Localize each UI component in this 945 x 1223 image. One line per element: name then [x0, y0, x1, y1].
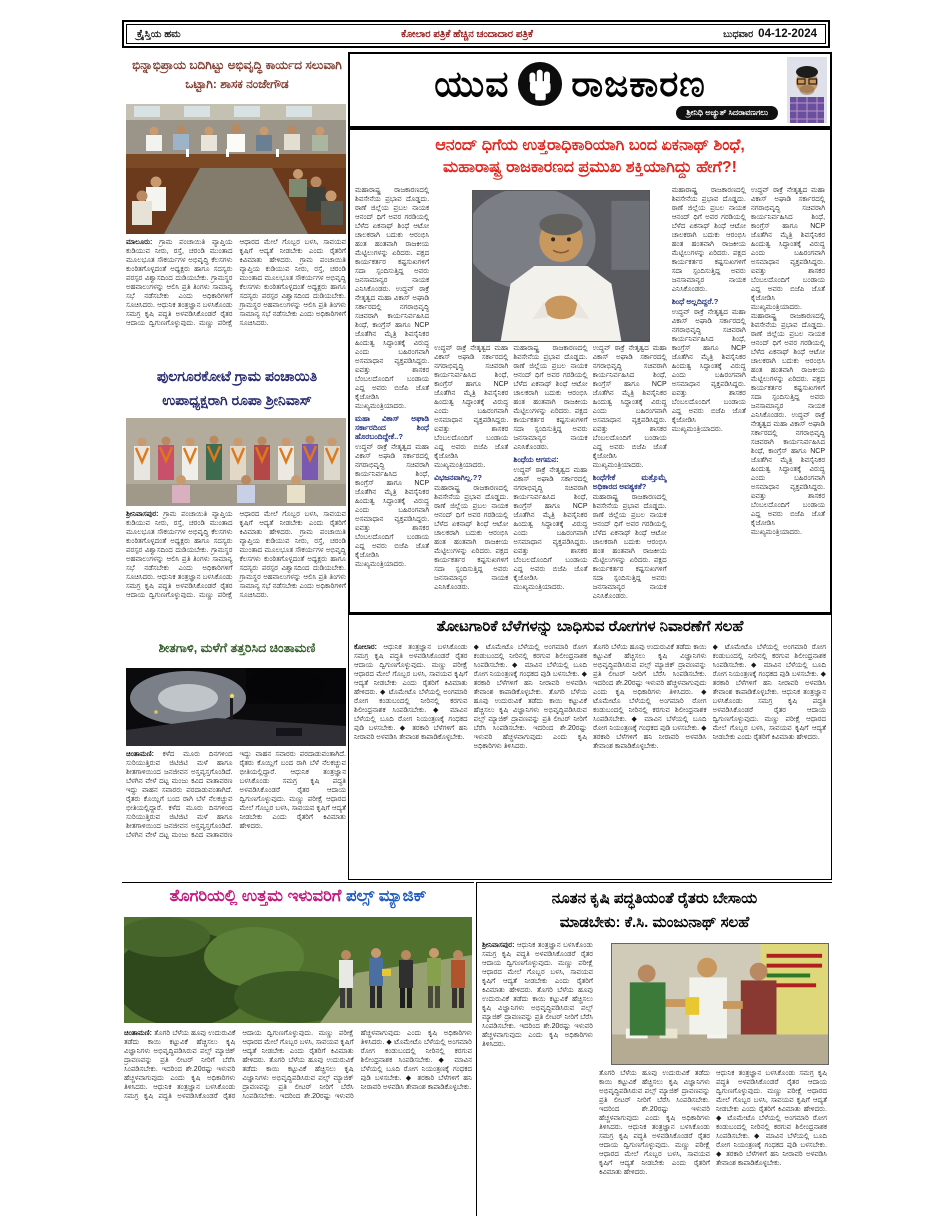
main-subhead-arrival: ಶಿಂಧೆಯ ಆಗಮನ: — [513, 455, 559, 464]
main-subhead-if-not-shinde: ಶಿಂಧೆ ಅಲ್ಲದಿದ್ದರೆ.? — [671, 297, 719, 306]
farming-col-1: ಶ್ರೀನಿವಾಸಪುರ: ಆಧುನಿಕ ತಂತ್ರಜ್ಞಾನ ಬಳಸಿಕೊಂಡು ಸಮಗ್ರ ಕೃಷಿ ಪದ್ಧತಿ ಅಳವಡಿಸಿಕೊಂಡರೆ ರೈತರ ಆದಾಯ ದ್ವಿಗುಣಗೊಳ್ಳುವುದು. ಮಣ್ಣು ಪರೀಕ್ಷೆ ಆಧಾರದ ಮೇಲೆ ಗೊಬ್ಬರ ಬಳಸಿ, ಸಾವಯವ ಕೃಷಿಗೆ ಆದ್ಯತೆ ನೀಡಬೇಕು ಎಂದು ರೈತರಿಗೆ ಕಿವಿಮಾತು ಹೇಳಿದರು. ತೊಗರಿ ಬೆಳೆಯ ಹೂವು ಉದುರುವಿಕೆ ತಡೆದು ಕಾಯಿ ಕಟ್ಟುವಿಕೆ ಹೆಚ್ಚಿಸಲು ಕೃಷಿ ವಿಜ್ಞಾನಿಗಳು ಅಭಿವೃದ್ಧಿಪಡಿಸಿರುವ ಪಲ್ಸ್ ಮ್ಯಾಜಿಕ್ ದ್ರಾವಣವನ್ನು ಪ್ರತಿ ಲೀಟರ್ ನೀರಿಗೆ ಬೆರೆಸಿ ಸಿಂಪಡಿಸಬೇಕು. ಇದರಿಂದ ಶೇ.20ರಷ್ಟು ಇಳುವರಿ ಹೆಚ್ಚಳವಾಗುವುದು ಎಂದು ಕೃಷಿ ಅಧಿಕಾರಿಗಳು ತಿಳಿಸಿದರು. — [482, 942, 593, 1048]
advice-col-4: ◆ ಟೊಮೇಟೊ ಬೆಳೆಯಲ್ಲಿ ಅಂಗಮಾರಿ ರೋಗ ಕಂಡುಬಂದಲ್ಲಿ ನೀರಿನಲ್ಲಿ ಕರಗುವ ಶಿಲೀಂಧ್ರನಾಶಕ ಸಿಂಪಡಿಸಬೇಕು. ◆ ಮಾವಿನ ಬೆಳೆಯಲ್ಲಿ ಬೂದಿ ರೋಗ ನಿಯಂತ್ರಣಕ್ಕೆ ಗಂಧಕದ ಪುಡಿ ಬಳಸಬೇಕು. ◆ ತರಕಾರಿ ಬೆಳೆಗಳಿಗೆ ಹನಿ ನೀರಾವರಿ ಅಳವಡಿಸಿ ತೇವಾಂಶ ಕಾಪಾಡಿಕೊಳ್ಳಬೇಕು. ಆಧುನಿಕ ತಂತ್ರಜ್ಞಾನ ಬಳಸಿಕೊಂಡು ಸಮಗ್ರ ಕೃಷಿ ಪದ್ಧತಿ ಅಳವಡಿಸಿಕೊಂಡರೆ ರೈತರ ಆದಾಯ ದ್ವಿಗುಣಗೊಳ್ಳುವುದು. ಮಣ್ಣು ಪರೀಕ್ಷೆ ಆಧಾರದ ಮೇಲೆ ಗೊಬ್ಬರ ಬಳಸಿ, ಸಾವಯವ ಕೃಷಿಗೆ ಆದ್ಯತೆ ನೀಡಬೇಕು ಎಂದು ರೈತರಿಗೆ ಕಿವಿಮಾತು ಹೇಳಿದರು. — [712, 644, 826, 741]
advice-columns — [354, 643, 826, 875]
main-col-5: ಮಹಾರಾಷ್ಟ್ರ ರಾಜಕಾರಣದಲ್ಲಿ ಶಿವಸೇನೆಯ ಪ್ರಭಾವ ದೊಡ್ಡದು. ಠಾಣೆ ಜಿಲ್ಲೆಯ ಪ್ರಬಲ ನಾಯಕ ಆನಂದ್ ಧಿಗೆ ಅವರ ಗರಡಿಯಲ್ಲಿ ಬೆಳೆದ ಏಕನಾಥ್ ಶಿಂಧೆ ಆಟೋ ಚಾಲಕರಾಗಿ ಬದುಕು ಆರಂಭಿಸಿ ಹಂತ ಹಂತವಾಗಿ ರಾಜಕೀಯ ಮೆಟ್ಟಿಲುಗಳನ್ನು ಏರಿದರು. ಪಕ್ಷದ ಕಾರ್ಯಕರ್ತರ ಕಷ್ಟಸುಖಗಳಿಗೆ ಸದಾ ಸ್ಪಂದಿಸುತ್ತಿದ್ದ ಅವರು ಜನಸಾಮಾನ್ಯರ ನಾಯಕ ಎನಿಸಿಕೊಂಡರು. ಶಿಂಧೆ ಅಲ್ಲದಿದ್ದರೆ.? ಉದ್ಧವ್ ಠಾಕ್ರೆ ನೇತೃತ್ವದ ಮಹಾ ವಿಕಾಸ್ ಅಘಾಡಿ ಸರ್ಕಾರದಲ್ಲಿ ನಗರಾಭಿವೃದ್ಧಿ ಸಚಿವರಾಗಿ ಕಾರ್ಯನಿರ್ವಹಿಸಿದ ಶಿಂಧೆ, ಕಾಂಗ್ರೆಸ್ ಹಾಗೂ NCP ಜೊತೆಗಿನ ಮೈತ್ರಿ ಶಿವಸೈನಿಕರ ಹಿಂದುತ್ವ ಸಿದ್ಧಾಂತಕ್ಕೆ ವಿರುದ್ಧ ಎಂದು ಬಹಿರಂಗವಾಗಿ ಅಸಮಾಧಾನ ವ್ಯಕ್ತಪಡಿಸಿದ್ದರು. ಐವತ್ತು ಶಾಸಕರ ಬೆಂಬಲದೊಂದಿಗೆ ಬಂಡಾಯ ಎದ್ದ ಅವರು ಬಿಜೆಪಿ ಜೊತೆ ಕೈಜೋಡಿಸಿ ಮುಖ್ಯಮಂತ್ರಿಯಾದರು. — [671, 187, 746, 433]
advice-headline: ತೋಟಗಾರಿಕೆ ಬೆಳೆಗಳನ್ನು ಬಾಧಿಸುವ ರೋಗಗಳ ನಿವಾರಣೆಗೆ ಸಲಹೆ — [436, 618, 744, 635]
advice-col-3: ತೊಗರಿ ಬೆಳೆಯ ಹೂವು ಉದುರುವಿಕೆ ತಡೆದು ಕಾಯಿ ಕಟ್ಟುವಿಕೆ ಹೆಚ್ಚಿಸಲು ಕೃಷಿ ವಿಜ್ಞಾನಿಗಳು ಅಭಿವೃದ್ಧಿಪಡಿಸಿರುವ ಪಲ್ಸ್ ಮ್ಯಾಜಿಕ್ ದ್ರಾವಣವನ್ನು ಪ್ರತಿ ಲೀಟರ್ ನೀರಿಗೆ ಬೆರೆಸಿ ಸಿಂಪಡಿಸಬೇಕು. ಇದರಿಂದ ಶೇ.20ರಷ್ಟು ಇಳುವರಿ ಹೆಚ್ಚಳವಾಗುವುದು ಎಂದು ಕೃಷಿ ಅಧಿಕಾರಿಗಳು ತಿಳಿಸಿದರು. ◆ ಟೊಮೇಟೊ ಬೆಳೆಯಲ್ಲಿ ಅಂಗಮಾರಿ ರೋಗ ಕಂಡುಬಂದಲ್ಲಿ ನೀರಿನಲ್ಲಿ ಕರಗುವ ಶಿಲೀಂಧ್ರನಾಶಕ ಸಿಂಪಡಿಸಬೇಕು. ◆ ಮಾವಿನ ಬೆಳೆಯಲ್ಲಿ ಬೂದಿ ರೋಗ ನಿಯಂತ್ರಣಕ್ಕೆ ಗಂಧಕದ ಪುಡಿ ಬಳಸಬೇಕು. ◆ ತರಕಾರಿ ಬೆಳೆಗಳಿಗೆ ಹನಿ ನೀರಾವರಿ ಅಳವಡಿಸಿ ತೇವಾಂಶ ಕಾಪಾಡಿಕೊಳ್ಳಬೇಕು. — [593, 644, 707, 750]
article3-body: ಚಿಂತಾಮಣಿ: ಕಳೆದ ಮೂರು ದಿನಗಳಿಂದ ಸುರಿಯುತ್ತಿರುವ ಜಿಟಿಜಿಟಿ ಮಳೆ ಹಾಗೂ ಶೀತಗಾಳಿಯಿಂದ ಜನಜೀವನ ಅಸ್ತವ್ಯಸ್ತಗೊಂಡಿದೆ. ಬೆಳಗಿನ ವೇಳೆ ದಟ್ಟ ಮಂಜು ಕವಿದ ವಾತಾವರಣ ಇದ್ದು ವಾಹನ ಸವಾರರು ಪರದಾಡುವಂತಾಗಿದೆ. ರೈತರು ಕೊಯ್ಲಿಗೆ ಬಂದ ರಾಗಿ ಬೆಳೆ ನೆಲಕಚ್ಚುವ ಭೀತಿಯಲ್ಲಿದ್ದಾರೆ. ಕಳೆದ ಮೂರು ದಿನಗಳಿಂದ ಸುರಿಯುತ್ತಿರುವ ಜಿಟಿಜಿಟಿ ಮಳೆ ಹಾಗೂ ಶೀತಗಾಳಿಯಿಂದ ಜನಜೀವನ ಅಸ್ತವ್ಯಸ್ತಗೊಂಡಿದೆ. ಬೆಳಗಿನ ವೇಳೆ ದಟ್ಟ ಮಂಜು ಕವಿದ ವಾತಾವರಣ ಇದ್ದು ವಾಹನ ಸವಾರರು ಪರದಾಡುವಂತಾಗಿದೆ. ರೈತರು ಕೊಯ್ಲಿಗೆ ಬಂದ ರಾಗಿ ಬೆಳೆ ನೆಲಕಚ್ಚುವ ಭೀತಿಯಲ್ಲಿದ್ದಾರೆ. ಆಧುನಿಕ ತಂತ್ರಜ್ಞಾನ ಬಳಸಿಕೊಂಡು ಸಮಗ್ರ ಕೃಷಿ ಪದ್ಧತಿ ಅಳವಡಿಸಿಕೊಂಡರೆ ರೈತರ ಆದಾಯ ದ್ವಿಗುಣಗೊಳ್ಳುವುದು. ಮಣ್ಣು ಪರೀಕ್ಷೆ ಆಧಾರದ ಮೇಲೆ ಗೊಬ್ಬರ ಬಳಸಿ, ಸಾವಯವ ಕೃಷಿಗೆ ಆದ್ಯತೆ ನೀಡಬೇಕು ಎಂದು ರೈತರಿಗೆ ಕಿವಿಮಾತು ಹೇಳಿದರು. — [126, 751, 346, 839]
date-block — [597, 28, 825, 40]
pigeon-pea-field-photo — [124, 917, 472, 1023]
edition-label: ಕ್ರೈಸ್ತಿಯ ಹಮ — [137, 28, 181, 40]
newspaper-page — [120, 16, 834, 1218]
main-article — [348, 128, 832, 614]
date-value: 04-12-2024 — [758, 28, 817, 40]
pulse-magic-article — [122, 882, 474, 1216]
pulse-headline-accent: ಪಲ್ಸ್ ಮ್ಯಾಜಿಕ್ — [345, 887, 427, 905]
columnist-photo — [787, 57, 827, 123]
masthead-title-right: ರಾಜಕಾರಣ — [571, 62, 706, 104]
article1-body: ಮಾಲೂರು: ಗ್ರಾಮ ಪಂಚಾಯಿತಿ ವ್ಯಾಪ್ತಿಯ ಕುಡಿಯುವ ನೀರು, ರಸ್ತೆ, ಚರಂಡಿ ಮುಂತಾದ ಮೂಲಭೂತ ಸೌಕರ್ಯಗಳ ಅಭಿವೃದ್ಧಿ ಕೆಲಸಗಳು ಕುಂಠಿತಗೊಳ್ಳದಂತೆ ಅಧ್ಯಕ್ಷರು ಹಾಗೂ ಸದಸ್ಯರು ಪರಸ್ಪರ ವಿಶ್ವಾಸದಿಂದ ದುಡಿಯಬೇಕು. ಗ್ರಾಮಸ್ಥರ ಅಹವಾಲುಗಳನ್ನು ಆಲಿಸಿ ಪ್ರತಿ ತಿಂಗಳು ಸಾಮಾನ್ಯ ಸಭೆ ನಡೆಸಬೇಕು ಎಂದು ಅಧಿಕಾರಿಗಳಿಗೆ ಸೂಚಿಸಿದರು. ಆಧುನಿಕ ತಂತ್ರಜ್ಞಾನ ಬಳಸಿಕೊಂಡು ಸಮಗ್ರ ಕೃಷಿ ಪದ್ಧತಿ ಅಳವಡಿಸಿಕೊಂಡರೆ ರೈತರ ಆದಾಯ ದ್ವಿಗುಣಗೊಳ್ಳುವುದು. ಮಣ್ಣು ಪರೀಕ್ಷೆ ಆಧಾರದ ಮೇಲೆ ಗೊಬ್ಬರ ಬಳಸಿ, ಸಾವಯವ ಕೃಷಿಗೆ ಆದ್ಯತೆ ನೀಡಬೇಕು ಎಂದು ರೈತರಿಗೆ ಕಿವಿಮಾತು ಹೇಳಿದರು. ಗ್ರಾಮ ಪಂಚಾಯಿತಿ ವ್ಯಾಪ್ತಿಯ ಕುಡಿಯುವ ನೀರು, ರಸ್ತೆ, ಚರಂಡಿ ಮುಂತಾದ ಮೂಲಭೂತ ಸೌಕರ್ಯಗಳ ಅಭಿವೃದ್ಧಿ ಕೆಲಸಗಳು ಕುಂಠಿತಗೊಳ್ಳದಂತೆ ಅಧ್ಯಕ್ಷರು ಹಾಗೂ ಸದಸ್ಯರು ಪರಸ್ಪರ ವಿಶ್ವಾಸದಿಂದ ದುಡಿಯಬೇಕು. ಗ್ರಾಮಸ್ಥರ ಅಹವಾಲುಗಳನ್ನು ಆಲಿಸಿ ಪ್ರತಿ ತಿಂಗಳು ಸಾಮಾನ್ಯ ಸಭೆ ನಡೆಸಬೇಕು ಎಂದು ಅಧಿಕಾರಿಗಳಿಗೆ ಸೂಚಿಸಿದರು. — [126, 239, 346, 327]
advice-col-2: ◆ ಟೊಮೇಟೊ ಬೆಳೆಯಲ್ಲಿ ಅಂಗಮಾರಿ ರೋಗ ಕಂಡುಬಂದಲ್ಲಿ ನೀರಿನಲ್ಲಿ ಕರಗುವ ಶಿಲೀಂಧ್ರನಾಶಕ ಸಿಂಪಡಿಸಬೇಕು. ◆ ಮಾವಿನ ಬೆಳೆಯಲ್ಲಿ ಬೂದಿ ರೋಗ ನಿಯಂತ್ರಣಕ್ಕೆ ಗಂಧಕದ ಪುಡಿ ಬಳಸಬೇಕು. ◆ ತರಕಾರಿ ಬೆಳೆಗಳಿಗೆ ಹನಿ ನೀರಾವರಿ ಅಳವಡಿಸಿ ತೇವಾಂಶ ಕಾಪಾಡಿಕೊಳ್ಳಬೇಕು. ತೊಗರಿ ಬೆಳೆಯ ಹೂವು ಉದುರುವಿಕೆ ತಡೆದು ಕಾಯಿ ಕಟ್ಟುವಿಕೆ ಹೆಚ್ಚಿಸಲು ಕೃಷಿ ವಿಜ್ಞಾನಿಗಳು ಅಭಿವೃದ್ಧಿಪಡಿಸಿರುವ ಪಲ್ಸ್ ಮ್ಯಾಜಿಕ್ ದ್ರಾವಣವನ್ನು ಪ್ರತಿ ಲೀಟರ್ ನೀರಿಗೆ ಬೆರೆಸಿ ಸಿಂಪಡಿಸಬೇಕು. ಇದರಿಂದ ಶೇ.20ರಷ್ಟು ಇಳುವರಿ ಹೆಚ್ಚಳವಾಗುವುದು ಎಂದು ಕೃಷಿ ಅಧಿಕಾರಿಗಳು ತಿಳಿಸಿದರು. — [473, 644, 587, 750]
advice-article — [348, 614, 832, 880]
masthead-title-left: ಯುವ — [434, 62, 510, 104]
article1-headline: ಭಿನ್ನಾಭಿಪ್ರಾಯ ಬದಿಗಿಟ್ಟು ಅಭಿವೃದ್ಧಿ ಕಾರ್ಯದ ಸಲುವಾಗಿ ಒಟ್ಟಾಗಿ: ಶಾಸಕ ನಂಜೇಗೌಡ — [132, 58, 342, 91]
farming-dateline: ಶ್ರೀನಿವಾಸಪುರ: — [482, 942, 515, 949]
main-col-3: ಮಹಾರಾಷ್ಟ್ರ ರಾಜಕಾರಣದಲ್ಲಿ ಶಿವಸೇನೆಯ ಪ್ರಭಾವ ದೊಡ್ಡದು. ಠಾಣೆ ಜಿಲ್ಲೆಯ ಪ್ರಬಲ ನಾಯಕ ಆನಂದ್ ಧಿಗೆ ಅವರ ಗರಡಿಯಲ್ಲಿ ಬೆಳೆದ ಏಕನಾಥ್ ಶಿಂಧೆ ಆಟೋ ಚಾಲಕರಾಗಿ ಬದುಕು ಆರಂಭಿಸಿ ಹಂತ ಹಂತವಾಗಿ ರಾಜಕೀಯ ಮೆಟ್ಟಿಲುಗಳನ್ನು ಏರಿದರು. ಪಕ್ಷದ ಕಾರ್ಯಕರ್ತರ ಕಷ್ಟಸುಖಗಳಿಗೆ ಸದಾ ಸ್ಪಂದಿಸುತ್ತಿದ್ದ ಅವರು ಜನಸಾಮಾನ್ಯರ ನಾಯಕ ಎನಿಸಿಕೊಂಡರು. ಶಿಂಧೆಯ ಆಗಮನ: ಉದ್ಧವ್ ಠಾಕ್ರೆ ನೇತೃತ್ವದ ಮಹಾ ವಿಕಾಸ್ ಅಘಾಡಿ ಸರ್ಕಾರದಲ್ಲಿ ನಗರಾಭಿವೃದ್ಧಿ ಸಚಿವರಾಗಿ ಕಾರ್ಯನಿರ್ವಹಿಸಿದ ಶಿಂಧೆ, ಕಾಂಗ್ರೆಸ್ ಹಾಗೂ NCP ಜೊತೆಗಿನ ಮೈತ್ರಿ ಶಿವಸೈನಿಕರ ಹಿಂದುತ್ವ ಸಿದ್ಧಾಂತಕ್ಕೆ ವಿರುದ್ಧ ಎಂದು ಬಹಿರಂಗವಾಗಿ ಅಸಮಾಧಾನ ವ್ಯಕ್ತಪಡಿಸಿದ್ದರು. ಐವತ್ತು ಶಾಸಕರ ಬೆಂಬಲದೊಂದಿಗೆ ಬಂಡಾಯ ಎದ್ದ ಅವರು ಬಿಜೆಪಿ ಜೊತೆ ಕೈಜೋಡಿಸಿ ಮುಖ್ಯಮಂತ್ರಿಯಾದರು. — [513, 345, 588, 591]
farming-headline-line1: ನೂತನ ಕೃಷಿ ಪದ್ಧತಿಯಂತೆ ರೈತರು ಬೇಸಾಯ — [551, 890, 758, 907]
farming-headline-line2: ಮಾಡಬೇಕು: ಕೆ.ಸಿ. ಮಂಜುನಾಥ್ ಸಲಹೆ — [559, 914, 750, 931]
meeting-photo — [126, 104, 346, 234]
advice-dateline: ಕೋಲಾರ: — [354, 644, 377, 651]
main-headline-line1: ಆನಂದ್ ಧಿಗೆಯ ಉತ್ತರಾಧಿಕಾರಿಯಾಗಿ ಬಂದ ಏಕನಾಥ್ ಶಿಂಧೆ, — [435, 137, 745, 154]
article1-dateline: ಮಾಲೂರು: — [126, 239, 153, 246]
pulse-headline-main: ತೊಗರಿಯಲ್ಲಿ ಉತ್ತಮ ಇಳುವರಿಗೆ — [169, 887, 346, 905]
main-col-4: ಉದ್ಧವ್ ಠಾಕ್ರೆ ನೇತೃತ್ವದ ಮಹಾ ವಿಕಾಸ್ ಅಘಾಡಿ ಸರ್ಕಾರದಲ್ಲಿ ನಗರಾಭಿವೃದ್ಧಿ ಸಚಿವರಾಗಿ ಕಾರ್ಯನಿರ್ವಹಿಸಿದ ಶಿಂಧೆ, ಕಾಂಗ್ರೆಸ್ ಹಾಗೂ NCP ಜೊತೆಗಿನ ಮೈತ್ರಿ ಶಿವಸೈನಿಕರ ಹಿಂದುತ್ವ ಸಿದ್ಧಾಂತಕ್ಕೆ ವಿರುದ್ಧ ಎಂದು ಬಹಿರಂಗವಾಗಿ ಅಸಮಾಧಾನ ವ್ಯಕ್ತಪಡಿಸಿದ್ದರು. ಐವತ್ತು ಶಾಸಕರ ಬೆಂಬಲದೊಂದಿಗೆ ಬಂಡಾಯ ಎದ್ದ ಅವರು ಬಿಜೆಪಿ ಜೊತೆ ಕೈಜೋಡಿಸಿ ಮುಖ್ಯಮಂತ್ರಿಯಾದರು. ಶಿಂಧೆಗೇಕೆ ಮತ್ತೊಮ್ಮೆ ಅಧಿಕಾರದ ಅವಶ್ಯಕತೆ? ಮಹಾರಾಷ್ಟ್ರ ರಾಜಕಾರಣದಲ್ಲಿ ಶಿವಸೇನೆಯ ಪ್ರಭಾವ ದೊಡ್ಡದು. ಠಾಣೆ ಜಿಲ್ಲೆಯ ಪ್ರಬಲ ನಾಯಕ ಆನಂದ್ ಧಿಗೆ ಅವರ ಗರಡಿಯಲ್ಲಿ ಬೆಳೆದ ಏಕನಾಥ್ ಶಿಂಧೆ ಆಟೋ ಚಾಲಕರಾಗಿ ಬದುಕು ಆರಂಭಿಸಿ ಹಂತ ಹಂತವಾಗಿ ರಾಜಕೀಯ ಮೆಟ್ಟಿಲುಗಳನ್ನು ಏರಿದರು. ಪಕ್ಷದ ಕಾರ್ಯಕರ್ತರ ಕಷ್ಟಸುಖಗಳಿಗೆ ಸದಾ ಸ್ಪಂದಿಸುತ್ತಿದ್ದ ಅವರು ಜನಸಾಮಾನ್ಯರ ನಾಯಕ ಎನಿಸಿಕೊಂಡರು. — [592, 345, 667, 600]
farming-headline — [479, 887, 830, 935]
top-strip-inner — [126, 24, 826, 44]
main-col-2: ಉದ್ಧವ್ ಠಾಕ್ರೆ ನೇತೃತ್ವದ ಮಹಾ ವಿಕಾಸ್ ಅಘಾಡಿ ಸರ್ಕಾರದಲ್ಲಿ ನಗರಾಭಿವೃದ್ಧಿ ಸಚಿವರಾಗಿ ಕಾರ್ಯನಿರ್ವಹಿಸಿದ ಶಿಂಧೆ, ಕಾಂಗ್ರೆಸ್ ಹಾಗೂ NCP ಜೊತೆಗಿನ ಮೈತ್ರಿ ಶಿವಸೈನಿಕರ ಹಿಂದುತ್ವ ಸಿದ್ಧಾಂತಕ್ಕೆ ವಿರುದ್ಧ ಎಂದು ಬಹಿರಂಗವಾಗಿ ಅಸಮಾಧಾನ ವ್ಯಕ್ತಪಡಿಸಿದ್ದರು. ಐವತ್ತು ಶಾಸಕರ ಬೆಂಬಲದೊಂದಿಗೆ ಬಂಡಾಯ ಎದ್ದ ಅವರು ಬಿಜೆಪಿ ಜೊತೆ ಕೈಜೋಡಿಸಿ ಮುಖ್ಯಮಂತ್ರಿಯಾದರು. ವಿಭಜನವಾಗಿಲ್ಲ.?? ಮಹಾರಾಷ್ಟ್ರ ರಾಜಕಾರಣದಲ್ಲಿ ಶಿವಸೇನೆಯ ಪ್ರಭಾವ ದೊಡ್ಡದು. ಠಾಣೆ ಜಿಲ್ಲೆಯ ಪ್ರಬಲ ನಾಯಕ ಆನಂದ್ ಧಿಗೆ ಅವರ ಗರಡಿಯಲ್ಲಿ ಬೆಳೆದ ಏಕನಾಥ್ ಶಿಂಧೆ ಆಟೋ ಚಾಲಕರಾಗಿ ಬದುಕು ಆರಂಭಿಸಿ ಹಂತ ಹಂತವಾಗಿ ರಾಜಕೀಯ ಮೆಟ್ಟಿಲುಗಳನ್ನು ಏರಿದರು. ಪಕ್ಷದ ಕಾರ್ಯಕರ್ತರ ಕಷ್ಟಸುಖಗಳಿಗೆ ಸದಾ ಸ್ಪಂದಿಸುತ್ತಿದ್ದ ಅವರು ಜನಸಾಮಾನ್ಯರ ನಾಯಕ ಎನಿಸಿಕೊಂಡರು. — [434, 345, 509, 591]
masthead-title — [358, 58, 782, 110]
article2-dateline: ಶ್ರೀನಿವಾಸಪುರ: — [126, 511, 159, 518]
garland-group-photo — [126, 418, 346, 506]
main-headline — [354, 135, 826, 179]
pulse-dateline: ಚಿಂತಾಮಣಿ: — [124, 1030, 152, 1037]
main-subhead-aghadi: ಮಹಾ ವಿಕಾಸ್ ಅಘಾಡಿ ಸರ್ಕಾರದಿಂದ ಶಿಂಧೆ ಹೊರಬಂದಿದ್ದೇಕೆ..? — [355, 414, 430, 441]
article3-headline: ಶೀತಗಾಳಿ, ಮಳೆಗೆ ತತ್ತರಿಸಿದ ಚಿಂತಾಮಣಿ — [158, 641, 316, 655]
article3-dateline: ಚಿಂತಾಮಣಿ: — [126, 751, 154, 758]
day-label: ಬುಧವಾರ — [723, 29, 754, 40]
farming-col-2: ತೊಗರಿ ಬೆಳೆಯ ಹೂವು ಉದುರುವಿಕೆ ತಡೆದು ಕಾಯಿ ಕಟ್ಟುವಿಕೆ ಹೆಚ್ಚಿಸಲು ಕೃಷಿ ವಿಜ್ಞಾನಿಗಳು ಅಭಿವೃದ್ಧಿಪಡಿಸಿರುವ ಪಲ್ಸ್ ಮ್ಯಾಜಿಕ್ ದ್ರಾವಣವನ್ನು ಪ್ರತಿ ಲೀಟರ್ ನೀರಿಗೆ ಬೆರೆಸಿ ಸಿಂಪಡಿಸಬೇಕು. ಇದರಿಂದ ಶೇ.20ರಷ್ಟು ಇಳುವರಿ ಹೆಚ್ಚಳವಾಗುವುದು ಎಂದು ಕೃಷಿ ಅಧಿಕಾರಿಗಳು ತಿಳಿಸಿದರು. ಆಧುನಿಕ ತಂತ್ರಜ್ಞಾನ ಬಳಸಿಕೊಂಡು ಸಮಗ್ರ ಕೃಷಿ ಪದ್ಧತಿ ಅಳವಡಿಸಿಕೊಂಡರೆ ರೈತರ ಆದಾಯ ದ್ವಿಗುಣಗೊಳ್ಳುವುದು. ಮಣ್ಣು ಪರೀಕ್ಷೆ ಆಧಾರದ ಮೇಲೆ ಗೊಬ್ಬರ ಬಳಸಿ, ಸಾವಯವ ಕೃಷಿಗೆ ಆದ್ಯತೆ ನೀಡಬೇಕು ಎಂದು ರೈತರಿಗೆ ಕಿವಿಮಾತು ಹೇಳಿದರು. — [599, 1070, 710, 1176]
main-headline-line2: ಮಹಾರಾಷ್ಟ್ರ ರಾಜಕಾರಣದ ಪ್ರಮುಖ ಶಕ್ತಿಯಾಗಿದ್ದು ಹೇಗೆ?! — [443, 159, 737, 176]
pulse-body: ಚಿಂತಾಮಣಿ: ತೊಗರಿ ಬೆಳೆಯ ಹೂವು ಉದುರುವಿಕೆ ತಡೆದು ಕಾಯಿ ಕಟ್ಟುವಿಕೆ ಹೆಚ್ಚಿಸಲು ಕೃಷಿ ವಿಜ್ಞಾನಿಗಳು ಅಭಿವೃದ್ಧಿಪಡಿಸಿರುವ ಪಲ್ಸ್ ಮ್ಯಾಜಿಕ್ ದ್ರಾವಣವನ್ನು ಪ್ರತಿ ಲೀಟರ್ ನೀರಿಗೆ ಬೆರೆಸಿ ಸಿಂಪಡಿಸಬೇಕು. ಇದರಿಂದ ಶೇ.20ರಷ್ಟು ಇಳುವರಿ ಹೆಚ್ಚಳವಾಗುವುದು ಎಂದು ಕೃಷಿ ಅಧಿಕಾರಿಗಳು ತಿಳಿಸಿದರು. ಆಧುನಿಕ ತಂತ್ರಜ್ಞಾನ ಬಳಸಿಕೊಂಡು ಸಮಗ್ರ ಕೃಷಿ ಪದ್ಧತಿ ಅಳವಡಿಸಿಕೊಂಡರೆ ರೈತರ ಆದಾಯ ದ್ವಿಗುಣಗೊಳ್ಳುವುದು. ಮಣ್ಣು ಪರೀಕ್ಷೆ ಆಧಾರದ ಮೇಲೆ ಗೊಬ್ಬರ ಬಳಸಿ, ಸಾವಯವ ಕೃಷಿಗೆ ಆದ್ಯತೆ ನೀಡಬೇಕು ಎಂದು ರೈತರಿಗೆ ಕಿವಿಮಾತು ಹೇಳಿದರು. ತೊಗರಿ ಬೆಳೆಯ ಹೂವು ಉದುರುವಿಕೆ ತಡೆದು ಕಾಯಿ ಕಟ್ಟುವಿಕೆ ಹೆಚ್ಚಿಸಲು ಕೃಷಿ ವಿಜ್ಞಾನಿಗಳು ಅಭಿವೃದ್ಧಿಪಡಿಸಿರುವ ಪಲ್ಸ್ ಮ್ಯಾಜಿಕ್ ದ್ರಾವಣವನ್ನು ಪ್ರತಿ ಲೀಟರ್ ನೀರಿಗೆ ಬೆರೆಸಿ ಸಿಂಪಡಿಸಬೇಕು. ಇದರಿಂದ ಶೇ.20ರಷ್ಟು ಇಳುವರಿ ಹೆಚ್ಚಳವಾಗುವುದು ಎಂದು ಕೃಷಿ ಅಧಿಕಾರಿಗಳು ತಿಳಿಸಿದರು. ◆ ಟೊಮೇಟೊ ಬೆಳೆಯಲ್ಲಿ ಅಂಗಮಾರಿ ರೋಗ ಕಂಡುಬಂದಲ್ಲಿ ನೀರಿನಲ್ಲಿ ಕರಗುವ ಶಿಲೀಂಧ್ರನಾಶಕ ಸಿಂಪಡಿಸಬೇಕು. ◆ ಮಾವಿನ ಬೆಳೆಯಲ್ಲಿ ಬೂದಿ ರೋಗ ನಿಯಂತ್ರಣಕ್ಕೆ ಗಂಧಕದ ಪುಡಿ ಬಳಸಬೇಕು. ◆ ತರಕಾರಿ ಬೆಳೆಗಳಿಗೆ ಹನಿ ನೀರಾವರಿ ಅಳವಡಿಸಿ ತೇವಾಂಶ ಕಾಪಾಡಿಕೊಳ್ಳಬೇಕು. — [124, 1030, 472, 1100]
farming-article — [476, 882, 832, 1216]
main-col-6: ಉದ್ಧವ್ ಠಾಕ್ರೆ ನೇತೃತ್ವದ ಮಹಾ ವಿಕಾಸ್ ಅಘಾಡಿ ಸರ್ಕಾರದಲ್ಲಿ ನಗರಾಭಿವೃದ್ಧಿ ಸಚಿವರಾಗಿ ಕಾರ್ಯನಿರ್ವಹಿಸಿದ ಶಿಂಧೆ, ಕಾಂಗ್ರೆಸ್ ಹಾಗೂ NCP ಜೊತೆಗಿನ ಮೈತ್ರಿ ಶಿವಸೈನಿಕರ ಹಿಂದುತ್ವ ಸಿದ್ಧಾಂತಕ್ಕೆ ವಿರುದ್ಧ ಎಂದು ಬಹಿರಂಗವಾಗಿ ಅಸಮಾಧಾನ ವ್ಯಕ್ತಪಡಿಸಿದ್ದರು. ಐವತ್ತು ಶಾಸಕರ ಬೆಂಬಲದೊಂದಿಗೆ ಬಂಡಾಯ ಎದ್ದ ಅವರು ಬಿಜೆಪಿ ಜೊತೆ ಕೈಜೋಡಿಸಿ ಮುಖ್ಯಮಂತ್ರಿಯಾದರು.ಮಹಾರಾಷ್ಟ್ರ ರಾಜಕಾರಣದಲ್ಲಿ ಶಿವಸೇನೆಯ ಪ್ರಭಾವ ದೊಡ್ಡದು. ಠಾಣೆ ಜಿಲ್ಲೆಯ ಪ್ರಬಲ ನಾಯಕ ಆನಂದ್ ಧಿಗೆ ಅವರ ಗರಡಿಯಲ್ಲಿ ಬೆಳೆದ ಏಕನಾಥ್ ಶಿಂಧೆ ಆಟೋ ಚಾಲಕರಾಗಿ ಬದುಕು ಆರಂಭಿಸಿ ಹಂತ ಹಂತವಾಗಿ ರಾಜಕೀಯ ಮೆಟ್ಟಿಲುಗಳನ್ನು ಏರಿದರು. ಪಕ್ಷದ ಕಾರ್ಯಕರ್ತರ ಕಷ್ಟಸುಖಗಳಿಗೆ ಸದಾ ಸ್ಪಂದಿಸುತ್ತಿದ್ದ ಅವರು ಜನಸಾಮಾನ್ಯರ ನಾಯಕ ಎನಿಸಿಕೊಂಡರು. ಉದ್ಧವ್ ಠಾಕ್ರೆ ನೇತೃತ್ವದ ಮಹಾ ವಿಕಾಸ್ ಅಘಾಡಿ ಸರ್ಕಾರದಲ್ಲಿ ನಗರಾಭಿವೃದ್ಧಿ ಸಚಿವರಾಗಿ ಕಾರ್ಯನಿರ್ವಹಿಸಿದ ಶಿಂಧೆ, ಕಾಂಗ್ರೆಸ್ ಹಾಗೂ NCP ಜೊತೆಗಿನ ಮೈತ್ರಿ ಶಿವಸೈನಿಕರ ಹಿಂದುತ್ವ ಸಿದ್ಧಾಂತಕ್ಕೆ ವಿರುದ್ಧ ಎಂದು ಬಹಿರಂಗವಾಗಿ ಅಸಮಾಧಾನ ವ್ಯಕ್ತಪಡಿಸಿದ್ದರು. ಐವತ್ತು ಶಾಸಕರ ಬೆಂಬಲದೊಂದಿಗೆ ಬಂಡಾಯ ಎದ್ದ ಅವರು ಬಿಜೆಪಿ ಜೊತೆ ಕೈಜೋಡಿಸಿ ಮುಖ್ಯಮಂತ್ರಿಯಾದರು. — [750, 187, 826, 536]
seed-distribution-photo — [611, 943, 829, 1065]
raised-fist-icon — [517, 61, 563, 107]
foggy-night-street-photo — [126, 668, 346, 746]
eknath-shinde-photo — [472, 190, 650, 342]
main-subhead-split: ವಿಭಜನವಾಗಿಲ್ಲ.?? — [434, 473, 482, 482]
top-strip — [122, 20, 830, 48]
article2-body: ಶ್ರೀನಿವಾಸಪುರ: ಗ್ರಾಮ ಪಂಚಾಯಿತಿ ವ್ಯಾಪ್ತಿಯ ಕುಡಿಯುವ ನೀರು, ರಸ್ತೆ, ಚರಂಡಿ ಮುಂತಾದ ಮೂಲಭೂತ ಸೌಕರ್ಯಗಳ ಅಭಿವೃದ್ಧಿ ಕೆಲಸಗಳು ಕುಂಠಿತಗೊಳ್ಳದಂತೆ ಅಧ್ಯಕ್ಷರು ಹಾಗೂ ಸದಸ್ಯರು ಪರಸ್ಪರ ವಿಶ್ವಾಸದಿಂದ ದುಡಿಯಬೇಕು. ಗ್ರಾಮಸ್ಥರ ಅಹವಾಲುಗಳನ್ನು ಆಲಿಸಿ ಪ್ರತಿ ತಿಂಗಳು ಸಾಮಾನ್ಯ ಸಭೆ ನಡೆಸಬೇಕು ಎಂದು ಅಧಿಕಾರಿಗಳಿಗೆ ಸೂಚಿಸಿದರು. ಆಧುನಿಕ ತಂತ್ರಜ್ಞಾನ ಬಳಸಿಕೊಂಡು ಸಮಗ್ರ ಕೃಷಿ ಪದ್ಧತಿ ಅಳವಡಿಸಿಕೊಂಡರೆ ರೈತರ ಆದಾಯ ದ್ವಿಗುಣಗೊಳ್ಳುವುದು. ಮಣ್ಣು ಪರೀಕ್ಷೆ ಆಧಾರದ ಮೇಲೆ ಗೊಬ್ಬರ ಬಳಸಿ, ಸಾವಯವ ಕೃಷಿಗೆ ಆದ್ಯತೆ ನೀಡಬೇಕು ಎಂದು ರೈತರಿಗೆ ಕಿವಿಮಾತು ಹೇಳಿದರು. ಗ್ರಾಮ ಪಂಚಾಯಿತಿ ವ್ಯಾಪ್ತಿಯ ಕುಡಿಯುವ ನೀರು, ರಸ್ತೆ, ಚರಂಡಿ ಮುಂತಾದ ಮೂಲಭೂತ ಸೌಕರ್ಯಗಳ ಅಭಿವೃದ್ಧಿ ಕೆಲಸಗಳು ಕುಂಠಿತಗೊಳ್ಳದಂತೆ ಅಧ್ಯಕ್ಷರು ಹಾಗೂ ಸದಸ್ಯರು ಪರಸ್ಪರ ವಿಶ್ವಾಸದಿಂದ ದುಡಿಯಬೇಕು. ಗ್ರಾಮಸ್ಥರ ಅಹವಾಲುಗಳನ್ನು ಆಲಿಸಿ ಪ್ರತಿ ತಿಂಗಳು ಸಾಮಾನ್ಯ ಸಭೆ ನಡೆಸಬೇಕು ಎಂದು ಅಧಿಕಾರಿಗಳಿಗೆ ಸೂಚಿಸಿದರು. — [126, 511, 346, 599]
main-col-1: ಮಹಾರಾಷ್ಟ್ರ ರಾಜಕಾರಣದಲ್ಲಿ ಶಿವಸೇನೆಯ ಪ್ರಭಾವ ದೊಡ್ಡದು. ಠಾಣೆ ಜಿಲ್ಲೆಯ ಪ್ರಬಲ ನಾಯಕ ಆನಂದ್ ಧಿಗೆ ಅವರ ಗರಡಿಯಲ್ಲಿ ಬೆಳೆದ ಏಕನಾಥ್ ಶಿಂಧೆ ಆಟೋ ಚಾಲಕರಾಗಿ ಬದುಕು ಆರಂಭಿಸಿ ಹಂತ ಹಂತವಾಗಿ ರಾಜಕೀಯ ಮೆಟ್ಟಿಲುಗಳನ್ನು ಏರಿದರು. ಪಕ್ಷದ ಕಾರ್ಯಕರ್ತರ ಕಷ್ಟಸುಖಗಳಿಗೆ ಸದಾ ಸ್ಪಂದಿಸುತ್ತಿದ್ದ ಅವರು ಜನಸಾಮಾನ್ಯರ ನಾಯಕ ಎನಿಸಿಕೊಂಡರು. ಉದ್ಧವ್ ಠಾಕ್ರೆ ನೇತೃತ್ವದ ಮಹಾ ವಿಕಾಸ್ ಅಘಾಡಿ ಸರ್ಕಾರದಲ್ಲಿ ನಗರಾಭಿವೃದ್ಧಿ ಸಚಿವರಾಗಿ ಕಾರ್ಯನಿರ್ವಹಿಸಿದ ಶಿಂಧೆ, ಕಾಂಗ್ರೆಸ್ ಹಾಗೂ NCP ಜೊತೆಗಿನ ಮೈತ್ರಿ ಶಿವಸೈನಿಕರ ಹಿಂದುತ್ವ ಸಿದ್ಧಾಂತಕ್ಕೆ ವಿರುದ್ಧ ಎಂದು ಬಹಿರಂಗವಾಗಿ ಅಸಮಾಧಾನ ವ್ಯಕ್ತಪಡಿಸಿದ್ದರು. ಐವತ್ತು ಶಾಸಕರ ಬೆಂಬಲದೊಂದಿಗೆ ಬಂಡಾಯ ಎದ್ದ ಅವರು ಬಿಜೆಪಿ ಜೊತೆ ಕೈಜೋಡಿಸಿ ಮುಖ್ಯಮಂತ್ರಿಯಾದರು. ಮಹಾ ವಿಕಾಸ್ ಅಘಾಡಿ ಸರ್ಕಾರದಿಂದ ಶಿಂಧೆ ಹೊರಬಂದಿದ್ದೇಕೆ..? ಉದ್ಧವ್ ಠಾಕ್ರೆ ನೇತೃತ್ವದ ಮಹಾ ವಿಕಾಸ್ ಅಘಾಡಿ ಸರ್ಕಾರದಲ್ಲಿ ನಗರಾಭಿವೃದ್ಧಿ ಸಚಿವರಾಗಿ ಕಾರ್ಯನಿರ್ವಹಿಸಿದ ಶಿಂಧೆ, ಕಾಂಗ್ರೆಸ್ ಹಾಗೂ NCP ಜೊತೆಗಿನ ಮೈತ್ರಿ ಶಿವಸೈನಿಕರ ಹಿಂದುತ್ವ ಸಿದ್ಧಾಂತಕ್ಕೆ ವಿರುದ್ಧ ಎಂದು ಬಹಿರಂಗವಾಗಿ ಅಸಮಾಧಾನ ವ್ಯಕ್ತಪಡಿಸಿದ್ದರು. ಐವತ್ತು ಶಾಸಕರ ಬೆಂಬಲದೊಂದಿಗೆ ಬಂಡಾಯ ಎದ್ದ ಅವರು ಬಿಜೆಪಿ ಜೊತೆ ಕೈಜೋಡಿಸಿ ಮುಖ್ಯಮಂತ್ರಿಯಾದರು. — [355, 187, 430, 568]
columnist-byline: ಶ್ರೀನಿಧಿ ಅಚ್ಯುತ್ ಸಿದರಾವಣಗಲು — [676, 106, 778, 120]
main-subhead-power-need: ಶಿಂಧೆಗೇಕೆ ಮತ್ತೊಮ್ಮೆ ಅಧಿಕಾರದ ಅವಶ್ಯಕತೆ? — [592, 473, 667, 491]
tagline: ಕೋಲಾರ ಪತ್ರಿಕೆ ಹೆಚ್ಚಿನ ಚಂದಾದಾರ ಪತ್ರಿಕೆ — [401, 28, 533, 40]
farming-col-3: ಆಧುನಿಕ ತಂತ್ರಜ್ಞಾನ ಬಳಸಿಕೊಂಡು ಸಮಗ್ರ ಕೃಷಿ ಪದ್ಧತಿ ಅಳವಡಿಸಿಕೊಂಡರೆ ರೈತರ ಆದಾಯ ದ್ವಿಗುಣಗೊಳ್ಳುವುದು. ಮಣ್ಣು ಪರೀಕ್ಷೆ ಆಧಾರದ ಮೇಲೆ ಗೊಬ್ಬರ ಬಳಸಿ, ಸಾವಯವ ಕೃಷಿಗೆ ಆದ್ಯತೆ ನೀಡಬೇಕು ಎಂದು ರೈತರಿಗೆ ಕಿವಿಮಾತು ಹೇಳಿದರು.◆ ಟೊಮೇಟೊ ಬೆಳೆಯಲ್ಲಿ ಅಂಗಮಾರಿ ರೋಗ ಕಂಡುಬಂದಲ್ಲಿ ನೀರಿನಲ್ಲಿ ಕರಗುವ ಶಿಲೀಂಧ್ರನಾಶಕ ಸಿಂಪಡಿಸಬೇಕು. ◆ ಮಾವಿನ ಬೆಳೆಯಲ್ಲಿ ಬೂದಿ ರೋಗ ನಿಯಂತ್ರಣಕ್ಕೆ ಗಂಧಕದ ಪುಡಿ ಬಳಸಬೇಕು. ◆ ತರಕಾರಿ ಬೆಳೆಗಳಿಗೆ ಹನಿ ನೀರಾವರಿ ಅಳವಡಿಸಿ ತೇವಾಂಶ ಕಾಪಾಡಿಕೊಳ್ಳಬೇಕು. — [716, 1070, 827, 1167]
article2-headline: ಪುಲಗೂರಕೋಟೆ ಗ್ರಾಮ ಪಂಚಾಯಿತಿ ಉಪಾಧ್ಯಕ್ಷರಾಗಿ ರೂಪಾ ಶ್ರೀನಿವಾಸ್ — [156, 368, 318, 408]
masthead — [348, 52, 832, 128]
advice-col-1: ಕೋಲಾರ: ಆಧುನಿಕ ತಂತ್ರಜ್ಞಾನ ಬಳಸಿಕೊಂಡು ಸಮಗ್ರ ಕೃಷಿ ಪದ್ಧತಿ ಅಳವಡಿಸಿಕೊಂಡರೆ ರೈತರ ಆದಾಯ ದ್ವಿಗುಣಗೊಳ್ಳುವುದು. ಮಣ್ಣು ಪರೀಕ್ಷೆ ಆಧಾರದ ಮೇಲೆ ಗೊಬ್ಬರ ಬಳಸಿ, ಸಾವಯವ ಕೃಷಿಗೆ ಆದ್ಯತೆ ನೀಡಬೇಕು ಎಂದು ರೈತರಿಗೆ ಕಿವಿಮಾತು ಹೇಳಿದರು. ◆ ಟೊಮೇಟೊ ಬೆಳೆಯಲ್ಲಿ ಅಂಗಮಾರಿ ರೋಗ ಕಂಡುಬಂದಲ್ಲಿ ನೀರಿನಲ್ಲಿ ಕರಗುವ ಶಿಲೀಂಧ್ರನಾಶಕ ಸಿಂಪಡಿಸಬೇಕು. ◆ ಮಾವಿನ ಬೆಳೆಯಲ್ಲಿ ಬೂದಿ ರೋಗ ನಿಯಂತ್ರಣಕ್ಕೆ ಗಂಧಕದ ಪುಡಿ ಬಳಸಬೇಕು. ◆ ತರಕಾರಿ ಬೆಳೆಗಳಿಗೆ ಹನಿ ನೀರಾವರಿ ಅಳವಡಿಸಿ ತೇವಾಂಶ ಕಾಪಾಡಿಕೊಳ್ಳಬೇಕು. — [354, 644, 468, 741]
pulse-headline — [122, 887, 474, 906]
